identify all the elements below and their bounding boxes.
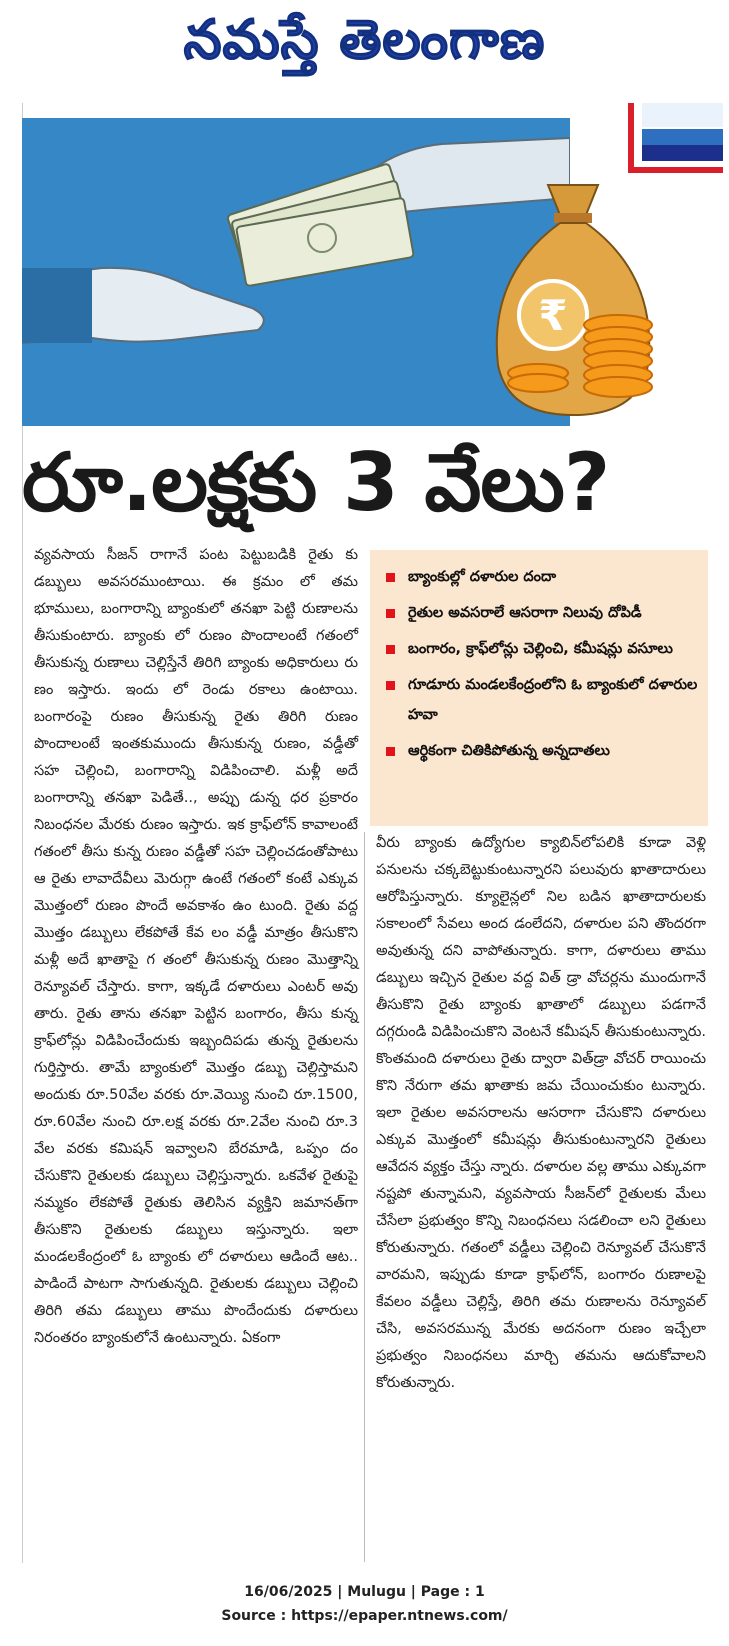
flag-corner-icon <box>628 103 723 173</box>
highlight-item: బంగారం, క్రాఫ్‌లోన్లు చెల్లించి, కమీషన్లు వసూలు <box>384 634 698 664</box>
bullet-square-icon <box>386 645 395 654</box>
masthead-title: నమస్తే తెలంగాణ <box>183 8 546 71</box>
article-column-1: వ్యవసాయ సీజన్ రాగానే పంట పెట్టుబడికి రైతు కు డబ్బులు అవసరముంటాయి. ఈ క్రమం లో తమ భూములు, బంగారాన్ని బ్యాంకులో తనఖా పెట్టి రుణాలను తీసుకుంటారు. బ్యాంకు లో రుణం పొందాలంటే గతంలో తీసుకున్న రుణాలు చెల్లిస్తేనే తిరిగి బ్యాంకు అధికారులు రు ణం ఇస్తారు. ఇందు లో రెండు రకాలు ఉంటాయి. బంగారంపై రుణం తీసుకున్న రైతు తిరిగి రుణం పొందాలంటే ఇంతకుముందు తీసుకున్న రుణం, వడ్డీతో సహ చెల్లించి, బంగారాన్ని విడిపించాలి. మళ్లీ అదే బంగారాన్ని తనఖా పెడితే.., అప్పు డున్న ధర ప్రకారం నిబంధనల మేరకు రుణం ఇస్తారు. ఇక క్రాఫ్‌లోన్ కావాలంటే గతంలో తీసు కున్న రుణం వడ్డీతో సహ చెల్లించడంతోపాటు ఆ రైతు లావాదేవీలు మెరుగ్గా ఉంటే గతంలో కంటే ఎక్కువ మొత్తంలో రుణం పొందే అవకాశం ఉం టుంది. రైతు వద్ద మొత్తం డబ్బులు లేకపోతే కేవ లం వడ్డీ మాత్రం తీసుకొని మళ్లీ అదే ఖాతాపై గ తంలో తీసుకున్న రుణం మొత్తాన్ని రెన్యూవల్ చేస్తారు. కాగా, ఇక్కడే దళారులు ఎంటర్ అవు తారు. రైతు తాను తనఖా పెట్టిన బంగారం, తీసు కున్న క్రాఫ్‌లోన్లు విడిపించేందుకు ఇబ్బందిపడు తున్న రైతులను గుర్తిస్తారు. తామే బ్యాంకులో మొత్తం డబ్బు చెల్లిస్తామని అందుకు రూ.50వేల వరకు రూ.వెయ్యి నుంచి రూ.1500, రూ.60వేల నుంచి రూ.లక్ష వరకు రూ.2వేల నుంచి రూ.3 వేల వరకు కమిషన్ ఇవ్వాలని బేరమాడి, ఒప్పం దం చేసుకొని రైతులకు డబ్బులు చెల్లిస్తున్నారు. ఒకవేళ రైతుపై నమ్మకం లేకపోతే రైతుకు తెలిసిన వ్యక్తిని జమానత్‌గా తీసుకొని రైతులకు డబ్బులు ఇస్తున్నారు. ఇలా మండలకేంద్రంలో ఓ బ్యాంకు లో దళారులు ఆడిందే ఆట.. పాడిందే పాటగా సాగుతున్నది. రైతులకు డబ్బులు చెల్లించి తిరిగి తమ డబ్బులు తాము పొందేందుకు దళారులు నిరంతరం బ్యాంకులోనే ఉంటున్నారు. ఏకంగా <box>34 547 358 1346</box>
footer-date-line: 16/06/2025 | Mulugu | Page : 1 <box>244 1584 485 1600</box>
rupee-money-bag-icon <box>478 175 668 425</box>
highlight-item: ఆర్థికంగా చితికిపోతున్న అన్నదాతలు <box>384 736 698 766</box>
article-column-2: వీరు బ్యాంకు ఉద్యోగుల క్యాబిన్‌లోపలికి కూడా వెళ్లి పనులను చక్కబెట్టుకుంటున్నారని పలువురు ఖాతాదారులు ఆరోపిస్తున్నారు. క్యూలైన్లలో నిల బడిన ఖాతాదారులకు సకాలంలో సేవలు అంద డంలేదని, దళారుల పని తొందరగా అవుతున్న దని వాపోతున్నారు. కాగా, దళారులు తాము డబ్బులు ఇచ్చిన రైతుల వద్ద విత్ డ్రా వోచర్లను ముందుగానే తీసుకొని రైతు బ్యాంకు ఖాతాలో డబ్బులు పడగానే దగ్గరుండి విడిపించుకొని వెంటనే కమీషన్ తీసుకుంటున్నారు. కొంతమంది దళారులు రైతు ద్వారా విత్‌డ్రా వోచర్ రాయించు కొని నేరుగా తమ ఖాతాకు జమ చేయించుకుం టున్నారు. ఇలా రైతుల అవసరాలను ఆసరాగా చేసుకొని దళారులు ఎక్కువ మొత్తంలో కమీషన్లు తీసుకుంటున్నారని రైతులు ఆవేదన వ్యక్తం చేస్తు న్నారు. దళారుల వల్ల తాము ఎక్కువగా నష్టపో తున్నామని, వ్యవసాయ సీజన్‌లో రైతులకు మేలు చేసేలా ప్రభుత్వం కొన్ని నిబంధనలు సడలించా లని రైతులు కోరుతున్నారు. గతంలో వడ్డీలు చెల్లించి రెన్యూవల్ చేసుకొనే వారమని, ఇప్పుడు కూడా క్రాఫ్‌లోన్, బంగారం రుణాలపై కేవలం వడ్డీలు చెల్లిస్తే, తిరిగి తమ రుణాలను రెన్యూవల్ చేసి, అవసరమున్న మేరకు అదనంగా రుణం ఇచ్చేలా ప్రభుత్వం నిబంధనలు మార్చి తమను ఆదుకోవాలని కోరుతున్నారు. <box>376 835 706 1391</box>
bullet-square-icon <box>386 573 395 582</box>
footer-source-line: Source : https://epaper.ntnews.com/ <box>221 1608 508 1624</box>
highlight-item: గూడూరు మండలకేంద్రంలోని ఓ బ్యాంకులో దళారుల హవా <box>384 670 698 730</box>
highlight-item: బ్యాంకుల్లో దళారుల దందా <box>384 562 698 592</box>
headline: రూ.లక్షకు 3 వేలు? <box>22 436 610 529</box>
footer <box>0 1580 729 1628</box>
highlights-box <box>370 550 708 826</box>
bullet-square-icon <box>386 609 395 618</box>
svg-text:₹: ₹ <box>538 291 568 340</box>
masthead <box>0 0 729 96</box>
bullet-square-icon <box>386 681 395 690</box>
column-divider <box>364 832 365 1562</box>
bullet-square-icon <box>386 747 395 756</box>
highlight-item: రైతుల అవసరాలే ఆసరాగా నిలువు దోపిడీ <box>384 598 698 628</box>
